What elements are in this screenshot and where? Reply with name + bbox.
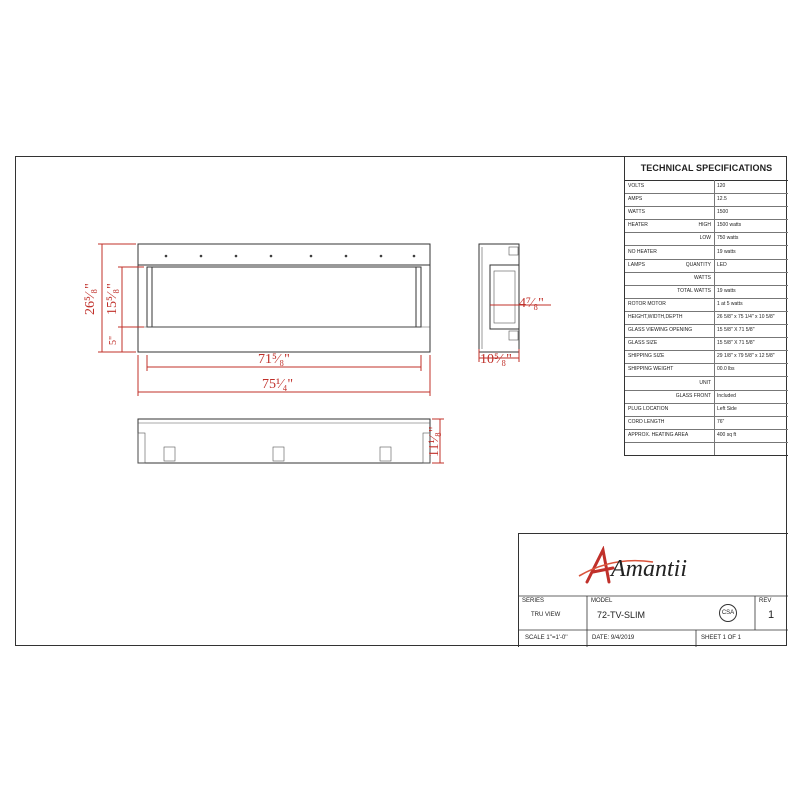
spec-label: LAMPS xyxy=(628,261,645,268)
side-view xyxy=(479,244,519,352)
model-value: 72-TV-SLIM xyxy=(597,610,646,620)
top-height-dim: 11¹⁄₈" xyxy=(427,426,442,457)
overall-height-dim: 26⁵⁄₈" xyxy=(83,283,98,315)
spec-sublabel: WATTS xyxy=(694,274,711,281)
sheet-label: SHEET 1 OF 1 xyxy=(701,635,741,641)
series-value: TRU VIEW xyxy=(531,612,561,618)
spec-label: NO HEATER xyxy=(628,248,657,255)
spec-label: WATTS xyxy=(628,209,645,216)
date-label: DATE: 9/4/2019 xyxy=(592,635,635,641)
spec-value: 15 5/8" X 71 5/8" xyxy=(717,340,755,347)
inner-depth-dim: 4⁷⁄₈" xyxy=(519,296,544,311)
spec-row xyxy=(625,403,788,417)
spec-value: 400 sq ft xyxy=(717,431,737,438)
spec-title: TECHNICAL SPECIFICATIONS xyxy=(625,157,788,181)
bottom-offset-dim: 5" xyxy=(108,335,119,345)
logo-text: Amantii xyxy=(611,556,687,582)
spec-value: Included xyxy=(717,392,736,399)
series-label: SERIES xyxy=(522,598,545,604)
spec-value: Left Side xyxy=(717,405,737,412)
spec-label: SHIPPING WEIGHT xyxy=(628,366,674,373)
spec-label: ROTOR MOTOR xyxy=(628,300,666,307)
spec-value: 19 watts xyxy=(717,287,736,294)
spec-value: 00.0 lbs xyxy=(717,366,735,373)
spec-label: AMPS xyxy=(628,196,643,203)
glass-height-dim: 15⁵⁄₈" xyxy=(105,283,120,315)
spec-row xyxy=(625,311,788,325)
spec-label: VOLTS xyxy=(628,183,645,189)
spec-row xyxy=(625,246,788,260)
spec-value: 1500 watts xyxy=(717,222,742,229)
brand-logo xyxy=(573,546,743,586)
spec-value: 12.5 xyxy=(717,196,727,203)
spec-value: 19 watts xyxy=(717,248,736,255)
spec-label: HEIGHT,WIDTH,DEPTH xyxy=(628,314,683,320)
spec-label: CORD LENGTH xyxy=(628,418,665,425)
spec-value: 15 5/8" X 71 5/8" xyxy=(717,327,755,334)
glass-width-dim: 71⁵⁄₈" xyxy=(258,352,290,367)
spec-row xyxy=(625,390,788,404)
spec-sublabel: LOW xyxy=(699,235,711,242)
spec-row xyxy=(625,429,788,443)
spec-row xyxy=(625,324,788,338)
spec-value: 1 at 5 watts xyxy=(717,300,743,307)
spec-sublabel: QUANTITY xyxy=(685,261,711,268)
spec-sublabel: HIGH xyxy=(698,222,711,229)
spec-sublabel: TOTAL WATTS xyxy=(677,287,711,294)
spec-label: HEATER xyxy=(628,222,648,229)
spec-label: APPROX. HEATING AREA xyxy=(628,431,689,438)
spec-row xyxy=(625,259,788,273)
spec-value: 76" xyxy=(717,418,725,425)
spec-sublabel: GLASS FRONT xyxy=(675,392,711,399)
spec-row xyxy=(625,285,788,299)
front-view xyxy=(138,244,430,352)
spec-row xyxy=(625,180,788,194)
drawing-sheet xyxy=(15,156,787,646)
title-block xyxy=(518,533,788,647)
spec-value: 1500 xyxy=(717,209,729,216)
spec-sublabel: UNIT xyxy=(699,379,711,386)
spec-value: 29 1/8" x 79 5/8" x 12 5/8" xyxy=(717,353,775,360)
certification-icon: CSA xyxy=(719,604,737,622)
spec-label: GLASS SIZE xyxy=(628,340,658,347)
spec-row xyxy=(625,298,788,312)
spec-row xyxy=(625,232,788,246)
model-label: MODEL xyxy=(591,598,613,604)
spec-value: 750 watts xyxy=(717,235,739,242)
spec-label: GLASS VIEWING OPENING xyxy=(628,327,693,334)
spec-row xyxy=(625,363,788,377)
spec-row xyxy=(625,219,788,233)
spec-row xyxy=(625,206,788,220)
spec-label: PLUG LOCATION xyxy=(628,405,669,412)
overall-width-dim: 75¹⁄₄" xyxy=(262,377,294,392)
spec-row xyxy=(625,377,788,391)
spec-row xyxy=(625,272,788,286)
spec-value: LED xyxy=(717,261,727,268)
spec-row xyxy=(625,350,788,364)
spec-value: 120 xyxy=(717,183,726,189)
spec-row xyxy=(625,193,788,207)
spec-table xyxy=(624,157,788,456)
top-view xyxy=(138,419,430,463)
rev-label: REV xyxy=(759,598,772,604)
spec-label: SHIPPING SIZE xyxy=(628,353,665,360)
rev-value: 1 xyxy=(768,609,775,621)
spec-value: 26 5/8" x 75 1/4" x 10 5/8" xyxy=(717,314,775,320)
spec-row xyxy=(625,337,788,351)
scale-label: SCALE 1''=1'-0'' xyxy=(525,635,568,641)
spec-row xyxy=(625,416,788,430)
overall-depth-dim: 10⁵⁄₈" xyxy=(480,352,512,367)
